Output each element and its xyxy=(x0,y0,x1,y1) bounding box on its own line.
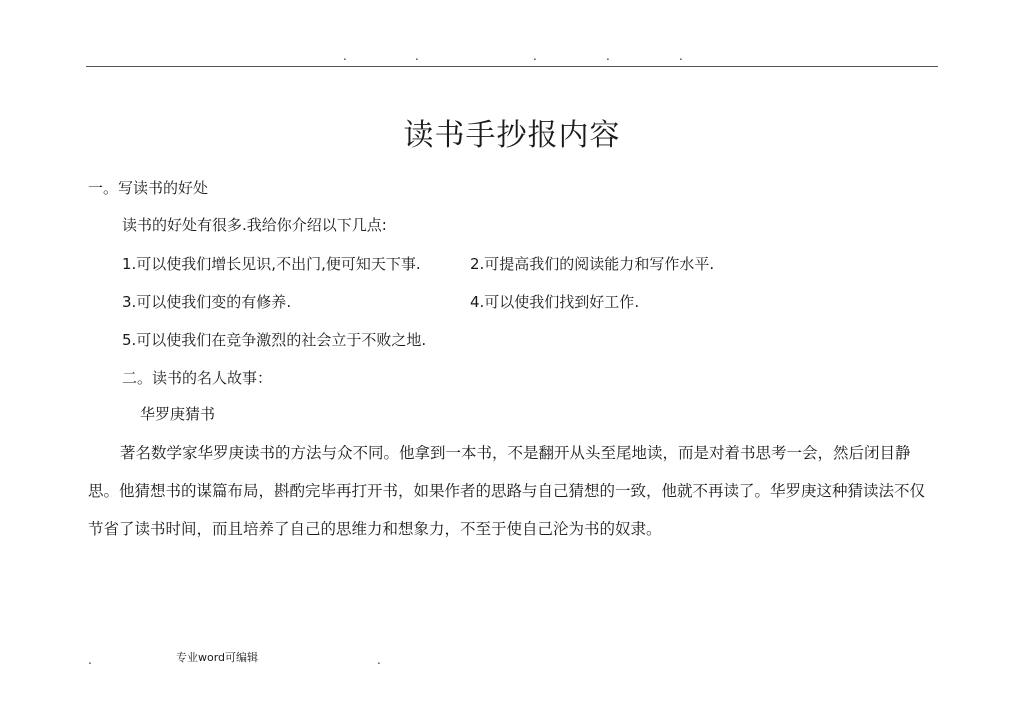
page-title: 读书手抄报内容 xyxy=(403,118,621,153)
list-item: 4.可以使我们找到好工作. xyxy=(470,293,640,311)
header-dot: . xyxy=(415,49,419,63)
section-heading: 一。写读书的好处 xyxy=(88,179,209,197)
story-paragraph: 著名数学家华罗庚读书的方法与众不同。他拿到一本书，不是翻开从头至尾地读，而是对着书思考一会，然后闭目静思。他猜想书的谋篇布局，斟酌完毕再打开书，如果作者的思路与自己猜想的一致，他就不再读了。华罗庚这种猜读法不仅节省了读书时间，而且培养了自己的思维力和想象力，不至于使自己沦为书的奴隶。 xyxy=(88,444,926,538)
header-dots xyxy=(0,48,1024,64)
header-dot: . xyxy=(533,49,537,63)
header-dot: . xyxy=(679,49,683,63)
footer-dot: . xyxy=(377,653,381,667)
header-dot: . xyxy=(343,49,347,63)
list-item: 1.可以使我们增长见识,不出门,便可知天下事. xyxy=(122,255,421,273)
footer-text: 专业word可编辑 xyxy=(176,651,259,664)
list-item: 2.可提高我们的阅读能力和写作水平. xyxy=(470,255,715,273)
section-intro: 读书的好处有很多.我给你介绍以下几点: xyxy=(122,216,387,234)
section-heading: 二。读书的名人故事： xyxy=(122,369,273,387)
list-item: 5.可以使我们在竞争激烈的社会立于不败之地. xyxy=(122,331,427,349)
header-dot: . xyxy=(606,49,610,63)
list-item: 3.可以使我们变的有修养. xyxy=(122,293,292,311)
story-title: 华罗庚猜书 xyxy=(140,405,216,423)
header-rule xyxy=(86,66,938,67)
footer-dot: . xyxy=(88,653,92,667)
